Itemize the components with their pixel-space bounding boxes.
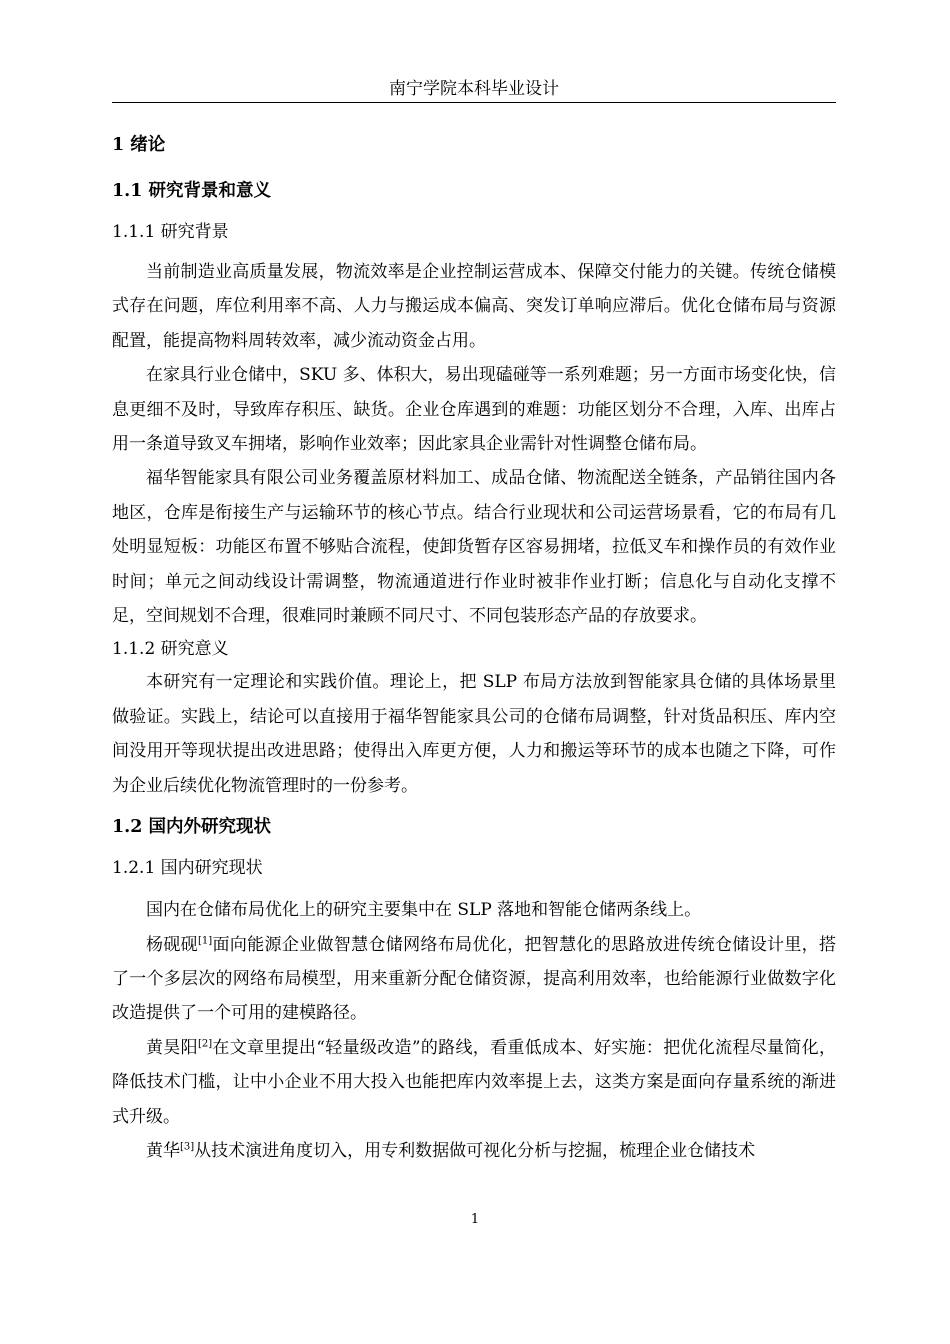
citation-ref: [2] bbox=[197, 1038, 213, 1050]
paragraph-4: 本研究有一定理论和实践价值。理论上，把 SLP 布局方法放到智能家具仓储的具体场景里做验证。实践上，结论可以直接用于福华智能家具公司的仓储布局调整，针对货品积压、库内空间没用开等现状提出改进思路；使得出入库更方便，人力和搬运等环节的成本也随之下降，可作为企业后续优化物流管理时的一份参考。 bbox=[112, 672, 836, 796]
paragraph-text: 面向能源企业做智慧仓储网络布局优化，把智慧化的思路放进传统仓储设计里，搭了一个多层次的网络布局模型，用来重新分配仓储资源，提高利用效率，也给能源行业做数字化改造提供了一个可用的建模路径。 bbox=[112, 934, 837, 1024]
page-header: 南宁学院本科毕业设计 bbox=[112, 76, 836, 103]
paragraph-7 bbox=[112, 1031, 836, 1134]
page-number: 1 bbox=[470, 1212, 480, 1227]
author-name: 杨砚砚 bbox=[146, 934, 198, 955]
heading-1-1-1: 1.1.1 研究背景 bbox=[112, 222, 229, 242]
heading-1-2-1: 1.2.1 国内研究现状 bbox=[112, 858, 263, 879]
heading-1-1: 1.1 研究背景和意义 bbox=[112, 181, 272, 201]
document-body bbox=[112, 126, 836, 1168]
author-name: 黄华 bbox=[146, 1140, 180, 1161]
paragraph-text: 在文章里提出“轻量级改造”的路线，看重低成本、好实施：把优化流程尽量简化，降低技术门槛，让中小企业不用大投入也能把库内效率提上去，这类方案是面向存量系统的渐进式升级。 bbox=[112, 1037, 836, 1127]
citation-ref: [3] bbox=[180, 1141, 195, 1153]
heading-1-2: 1.2 国内外研究现状 bbox=[112, 817, 272, 838]
paragraph-2: 在家具行业仓储中，SKU 多、体积大，易出现磕碰等一系列难题；另一方面市场变化快，信息更细不及时，导致库存积压、缺货。企业仓库遇到的难题：功能区划分不合理，入库、出库占用一条道导致叉车拥堵，影响作业效率；因此家具企业需针对性调整仓储布局。 bbox=[112, 365, 836, 455]
paragraph-8 bbox=[112, 1134, 836, 1168]
citation-ref: [1] bbox=[198, 934, 213, 946]
paragraph-text: 从技术演进角度切入，用专利数据做可视化分析与挖掘，梳理企业仓储技术 bbox=[194, 1140, 756, 1161]
heading-1-1-2: 1.1.2 研究意义 bbox=[112, 639, 229, 660]
paragraph-3: 福华智能家具有限公司业务覆盖原材料加工、成品仓储、物流配送全链条，产品销往国内各地区，仓库是衔接生产与运输环节的核心节点。结合行业现状和公司运营场景看，它的布局有几处明显短板：功能区布置不够贴合流程，使卸货暂存区容易拥堵，拉低叉车和操作员的有效作业时间；单元之间动线设计需调整，物流通道进行作业时被非作业打断；信息化与自动化支撑不足，空间规划不合理，很难同时兼顾不同尺寸、不同包装形态产品的存放要求。 bbox=[112, 468, 836, 627]
paragraph-6 bbox=[112, 928, 836, 1031]
paragraph-5: 国内在仓储布局优化上的研究主要集中在 SLP 落地和智能仓储两条线上。 bbox=[146, 900, 702, 921]
paragraph-1: 当前制造业高质量发展，物流效率是企业控制运营成本、保障交付能力的关键。传统仓储模式存在问题，库位利用率不高、人力与搬运成本偏高、突发订单响应滞后。优化仓储布局与资源配置，能提高物料周转效率，减少流动资金占用。 bbox=[112, 262, 836, 351]
author-name: 黄昊阳 bbox=[146, 1037, 198, 1058]
heading-chapter-1: 1 绪论 bbox=[112, 135, 166, 155]
